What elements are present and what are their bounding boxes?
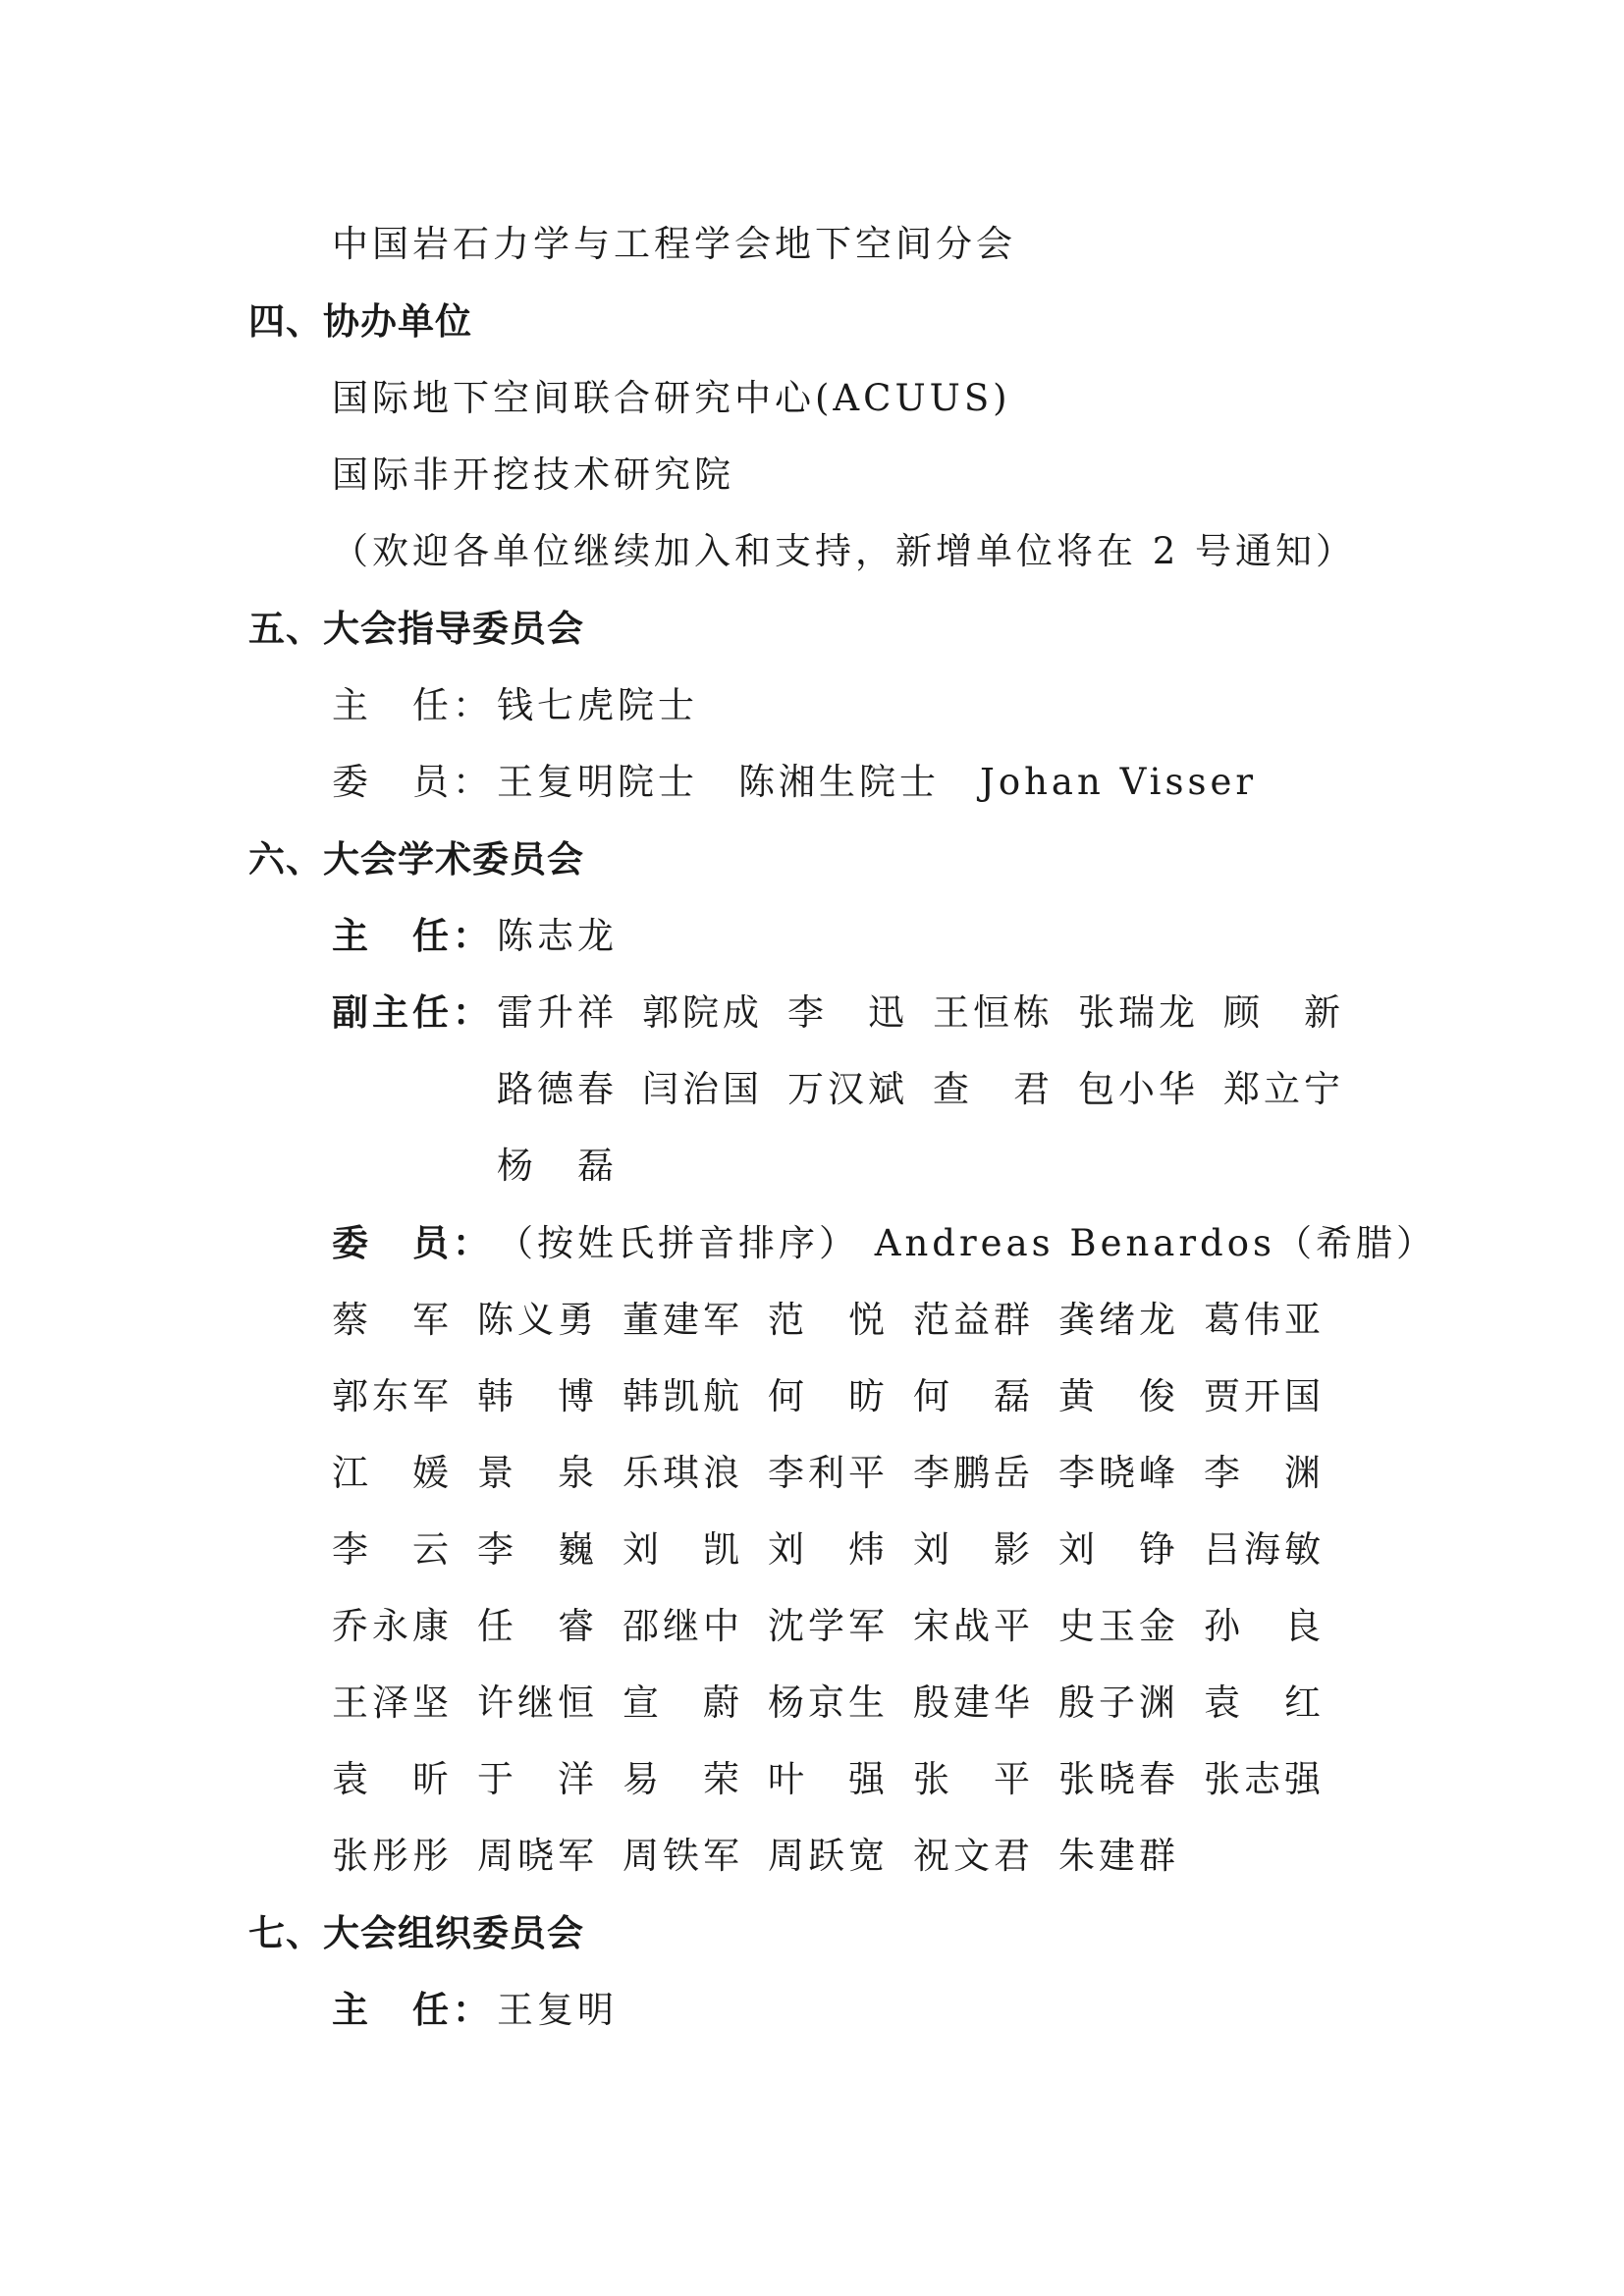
name: 张晓春 — [1058, 1758, 1179, 1800]
name: 周跃宽 — [768, 1835, 889, 1877]
name: 孙 良 — [1204, 1605, 1325, 1647]
name: 李晓峰 — [1058, 1452, 1179, 1494]
name: 周铁军 — [623, 1835, 743, 1877]
name: 万汉斌 — [787, 1068, 908, 1110]
organizing-director-label: 主 任： — [332, 1989, 493, 2031]
name: 江 媛 — [332, 1452, 453, 1494]
name: 闫治国 — [642, 1068, 763, 1110]
steering-director-row — [332, 683, 698, 728]
member-row-4 — [332, 1527, 1325, 1573]
co-organizer-2: 国际非开挖技术研究院 — [332, 454, 734, 496]
name: 范 悦 — [768, 1299, 889, 1341]
name: 顾 新 — [1223, 991, 1344, 1034]
member-row-1 — [332, 1298, 1325, 1343]
name: 郭东军 — [332, 1375, 453, 1417]
member-row-5 — [332, 1604, 1325, 1649]
name: 沈学军 — [768, 1605, 889, 1647]
name: 叶 强 — [768, 1758, 889, 1800]
academic-vice-row-2 — [497, 1067, 1344, 1112]
name: 范益群 — [913, 1299, 1034, 1341]
member-row-3 — [332, 1451, 1325, 1496]
name: 董建军 — [623, 1299, 743, 1341]
academic-director-name: 陈志龙 — [497, 915, 618, 957]
name: 刘 凯 — [623, 1528, 743, 1571]
section-5-title: 五、大会指导委员会 — [248, 608, 584, 650]
name: 李鹏岳 — [913, 1452, 1034, 1494]
name: 许继恒 — [477, 1682, 598, 1724]
name: 刘 影 — [913, 1528, 1034, 1571]
section-6-title: 六、大会学术委员会 — [248, 838, 584, 881]
name: 蔡 军 — [332, 1299, 453, 1341]
name: 史玉金 — [1058, 1605, 1179, 1647]
organizing-director-row — [332, 1988, 618, 2033]
name: 郑立宁 — [1223, 1068, 1344, 1110]
steering-members-label: 委 员： — [332, 761, 493, 803]
academic-vice-row-3 — [497, 1144, 618, 1189]
academic-members-intro: （按姓氏拼音排序） Andreas Benardos（希腊） — [497, 1222, 1436, 1264]
academic-members-label: 委 员： — [332, 1222, 493, 1264]
name: 李 渊 — [1204, 1452, 1325, 1494]
name: 祝文君 — [913, 1835, 1034, 1877]
name: 查 君 — [933, 1068, 1054, 1110]
name: 何 磊 — [913, 1375, 1034, 1417]
name: 李利平 — [768, 1452, 889, 1494]
steering-director-label: 主 任： — [332, 684, 493, 726]
name: 李 云 — [332, 1528, 453, 1571]
name: 任 睿 — [477, 1605, 598, 1647]
name: 韩凯航 — [623, 1375, 743, 1417]
name: 王恒栋 — [933, 991, 1054, 1034]
name: 贾开国 — [1204, 1375, 1325, 1417]
name: 杨京生 — [768, 1682, 889, 1724]
steering-members-names: 王复明院士 陈湘生院士 Johan Visser — [497, 761, 1258, 803]
name: 张彤彤 — [332, 1835, 453, 1877]
organizing-director-name: 王复明 — [497, 1989, 618, 2031]
name: 刘 铮 — [1058, 1528, 1179, 1571]
steering-members-row — [332, 760, 1257, 805]
name: 路德春 — [497, 1068, 618, 1110]
member-row-2 — [332, 1374, 1325, 1419]
member-row-8 — [332, 1834, 1179, 1879]
name: 包小华 — [1078, 1068, 1199, 1110]
name: 宋战平 — [913, 1605, 1034, 1647]
name: 吕海敏 — [1204, 1528, 1325, 1571]
academic-vice-label: 副主任： — [332, 991, 493, 1034]
name: 殷建华 — [913, 1682, 1034, 1724]
academic-members-intro-row — [332, 1221, 1436, 1266]
name: 袁 红 — [1204, 1682, 1325, 1724]
name: 张瑞龙 — [1078, 991, 1199, 1034]
academic-director-row — [332, 914, 618, 959]
vice-names-1 — [497, 991, 1344, 1034]
name: 邵继中 — [623, 1605, 743, 1647]
name: 张志强 — [1204, 1758, 1325, 1800]
name: 殷子渊 — [1058, 1682, 1179, 1724]
host-unit-line: 中国岩石力学与工程学会地下空间分会 — [332, 223, 1016, 265]
member-row-7 — [332, 1757, 1325, 1802]
academic-vice-row-1 — [332, 990, 1344, 1036]
name: 陈义勇 — [477, 1299, 598, 1341]
name: 宣 蔚 — [623, 1682, 743, 1724]
steering-director-name: 钱七虎院士 — [497, 684, 698, 726]
section-7-title: 七、大会组织委员会 — [248, 1912, 584, 1954]
name: 刘 炜 — [768, 1528, 889, 1571]
name: 黄 俊 — [1058, 1375, 1179, 1417]
name: 李 迅 — [787, 991, 908, 1034]
name: 韩 博 — [477, 1375, 598, 1417]
name: 乔永康 — [332, 1605, 453, 1647]
co-organizer-note: （欢迎各单位继续加入和支持，新增单位将在 2 号通知） — [332, 530, 1357, 572]
name: 王泽坚 — [332, 1682, 453, 1724]
name: 于 洋 — [477, 1758, 598, 1800]
name: 何 昉 — [768, 1375, 889, 1417]
name: 周晓军 — [477, 1835, 598, 1877]
name: 景 泉 — [477, 1452, 598, 1494]
name: 乐琪浪 — [623, 1452, 743, 1494]
name: 郭院成 — [642, 991, 763, 1034]
name: 张 平 — [913, 1758, 1034, 1800]
name: 葛伟亚 — [1204, 1299, 1325, 1341]
name: 杨 磊 — [497, 1145, 618, 1187]
member-row-6 — [332, 1681, 1325, 1726]
academic-director-label: 主 任： — [332, 915, 493, 957]
name: 李 巍 — [477, 1528, 598, 1571]
co-organizer-1: 国际地下空间联合研究中心(ACUUS) — [332, 377, 1011, 419]
name: 雷升祥 — [497, 991, 618, 1034]
name: 朱建群 — [1058, 1835, 1179, 1877]
name: 袁 昕 — [332, 1758, 453, 1800]
name: 易 荣 — [623, 1758, 743, 1800]
name: 龚绪龙 — [1058, 1299, 1179, 1341]
section-4-title: 四、协办单位 — [248, 300, 472, 343]
